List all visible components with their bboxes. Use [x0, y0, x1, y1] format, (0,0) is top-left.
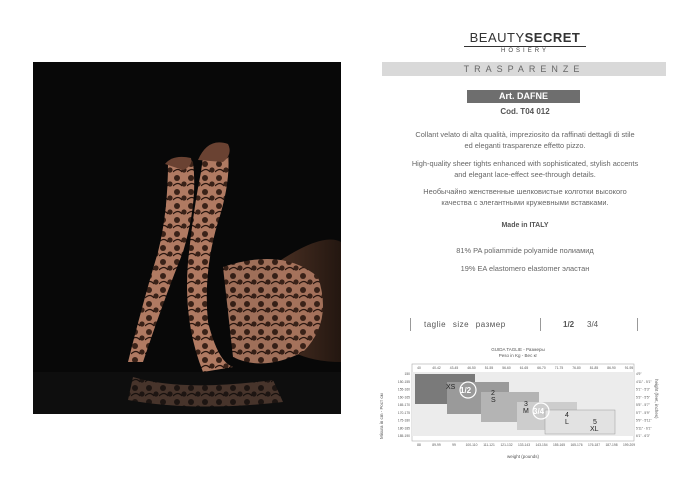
left-axis-label: Misura in cm - Рост см [379, 393, 384, 439]
height-cm-tick: 165-170 [397, 403, 410, 407]
weight-kg-tick: 91-95 [624, 366, 634, 370]
height-cm-tick: 185-190 [397, 434, 410, 438]
weight-kg-tick: 43-45 [449, 366, 459, 370]
weight-lb-tick: 88 [417, 443, 421, 447]
brand-divider [464, 46, 586, 47]
height-ft-tick: 5'11" - 6'1" [636, 426, 652, 431]
divider [410, 318, 411, 331]
description-russian: Необычайно женственные шелковистые колготки высокого качества с элегантными кружевными вставками. [423, 187, 627, 207]
article-name: Art. DAFNE [467, 90, 580, 103]
right-axis-label: height (feet, inches) [654, 379, 659, 419]
height-cm-tick: 180-185 [397, 426, 410, 431]
weight-lb-tick: 111-121 [483, 443, 495, 447]
size-label-l: L [565, 419, 569, 426]
height-ft-tick: 5'9" - 5'11" [636, 418, 652, 423]
size-label-xl: XL [590, 426, 599, 433]
article-code: Cod. T04 012 [500, 107, 550, 116]
weight-kg-tick: 61-65 [519, 366, 529, 370]
bottom-axis-label: weight (pounds) [506, 454, 540, 459]
weight-kg-tick: 40 [417, 366, 421, 370]
size-option-1: 1/2 [563, 320, 575, 329]
height-cm-tick: 150-155 [397, 379, 410, 384]
divider [637, 318, 638, 331]
weight-lb-tick: 165-176 [570, 443, 583, 447]
size-label-s: S [491, 397, 496, 404]
weight-lb-tick: 121-132 [500, 443, 513, 447]
height-cm-tick: 175-180 [397, 418, 410, 423]
description-english: High-quality sheer tights enhanced with sophisticated, stylish accents and elegant lace-effect see-through details. [411, 159, 639, 179]
size-label-xs: XS [446, 384, 456, 391]
height-ft-tick: 5'5" - 5'7" [636, 403, 650, 407]
size-label-5: 5 [593, 419, 597, 426]
height-ft-tick: 4'11" - 5'1" [636, 379, 652, 384]
composition-elastane: 19% EA elastomero elastomer эластан [460, 264, 590, 273]
weight-lb-tick: 199-209 [622, 443, 636, 447]
height-ft-tick: 5'7" - 5'9" [636, 410, 650, 415]
weight-lb-tick: 155-165 [552, 443, 566, 447]
size-option-2: 3/4 [587, 320, 599, 329]
size-label-m: M [523, 408, 529, 415]
size-block-xl [545, 410, 615, 434]
made-in-label: Made in ITALY [501, 222, 549, 229]
size-label: taglie size размер [424, 320, 506, 329]
height-cm-tick: 150 [404, 372, 410, 376]
brand-name-light: BEAUTY [469, 30, 525, 45]
size-guide-graphic [377, 344, 659, 464]
brand-logo [380, 30, 670, 54]
height-cm-tick: 155-160 [397, 387, 410, 392]
weight-kg-tick: 81-85 [589, 366, 599, 370]
weight-lb-tick: 100-110 [465, 443, 478, 447]
weight-lb-tick: 176-187 [587, 443, 601, 447]
size-guide-chart [377, 344, 659, 464]
height-cm-tick: 170-175 [397, 410, 410, 415]
tights-legs-illustration [33, 62, 341, 414]
weight-kg-tick: 86-90 [607, 366, 616, 370]
weight-kg-tick: 71-75 [554, 366, 564, 370]
height-ft-tick: 6'1" - 6'3" [636, 434, 650, 438]
size-label-3: 3 [524, 401, 528, 408]
divider [540, 318, 541, 331]
weight-kg-tick: 40-42 [432, 366, 441, 370]
weight-kg-tick: 46-50 [467, 366, 476, 370]
height-cm-tick: 160-165 [397, 395, 410, 400]
weight-lb-tick: 99 [452, 443, 456, 447]
size-row [410, 318, 638, 332]
height-ft-tick: 5'3" - 5'5" [636, 395, 650, 400]
weight-kg-tick: 76-80 [572, 366, 581, 370]
collection-banner: TRASPARENZE [382, 62, 666, 76]
product-photo [33, 62, 341, 414]
weight-lb-tick: 89-99 [432, 443, 441, 447]
brand-subtitle: HOSIERY [501, 48, 549, 54]
size-label-4: 4 [565, 412, 569, 419]
chart-title-2: Peso in Kg - Вес кг [498, 353, 538, 358]
chart-title-1: GUIDA TAGLIE - Размеры [491, 347, 545, 352]
height-ft-tick: 4'9" [636, 372, 642, 376]
weight-lb-tick: 143-154 [535, 443, 548, 447]
size-label-2: 2 [491, 390, 495, 397]
weight-lb-tick: 133-143 [517, 443, 531, 447]
composition-polyamide: 81% PA poliammide polyamide полиамид [456, 246, 594, 255]
weight-kg-tick: 51-55 [484, 366, 494, 370]
weight-lb-tick: 187-198 [605, 443, 618, 447]
weight-kg-tick: 56-60 [502, 366, 511, 370]
brand-name-bold: SECRET [524, 30, 581, 45]
description-italian: Collant velato di alta qualità, impreziosito da raffinati dettagli di stile ed eleganti trasparenze effetto pizzo. [415, 130, 635, 150]
weight-kg-tick: 66-70 [537, 366, 546, 370]
height-ft-tick: 5'1" - 5'3" [636, 387, 650, 392]
size-label-1-2: 1/2 [460, 386, 472, 395]
size-label-3-4: 3/4 [533, 407, 545, 416]
